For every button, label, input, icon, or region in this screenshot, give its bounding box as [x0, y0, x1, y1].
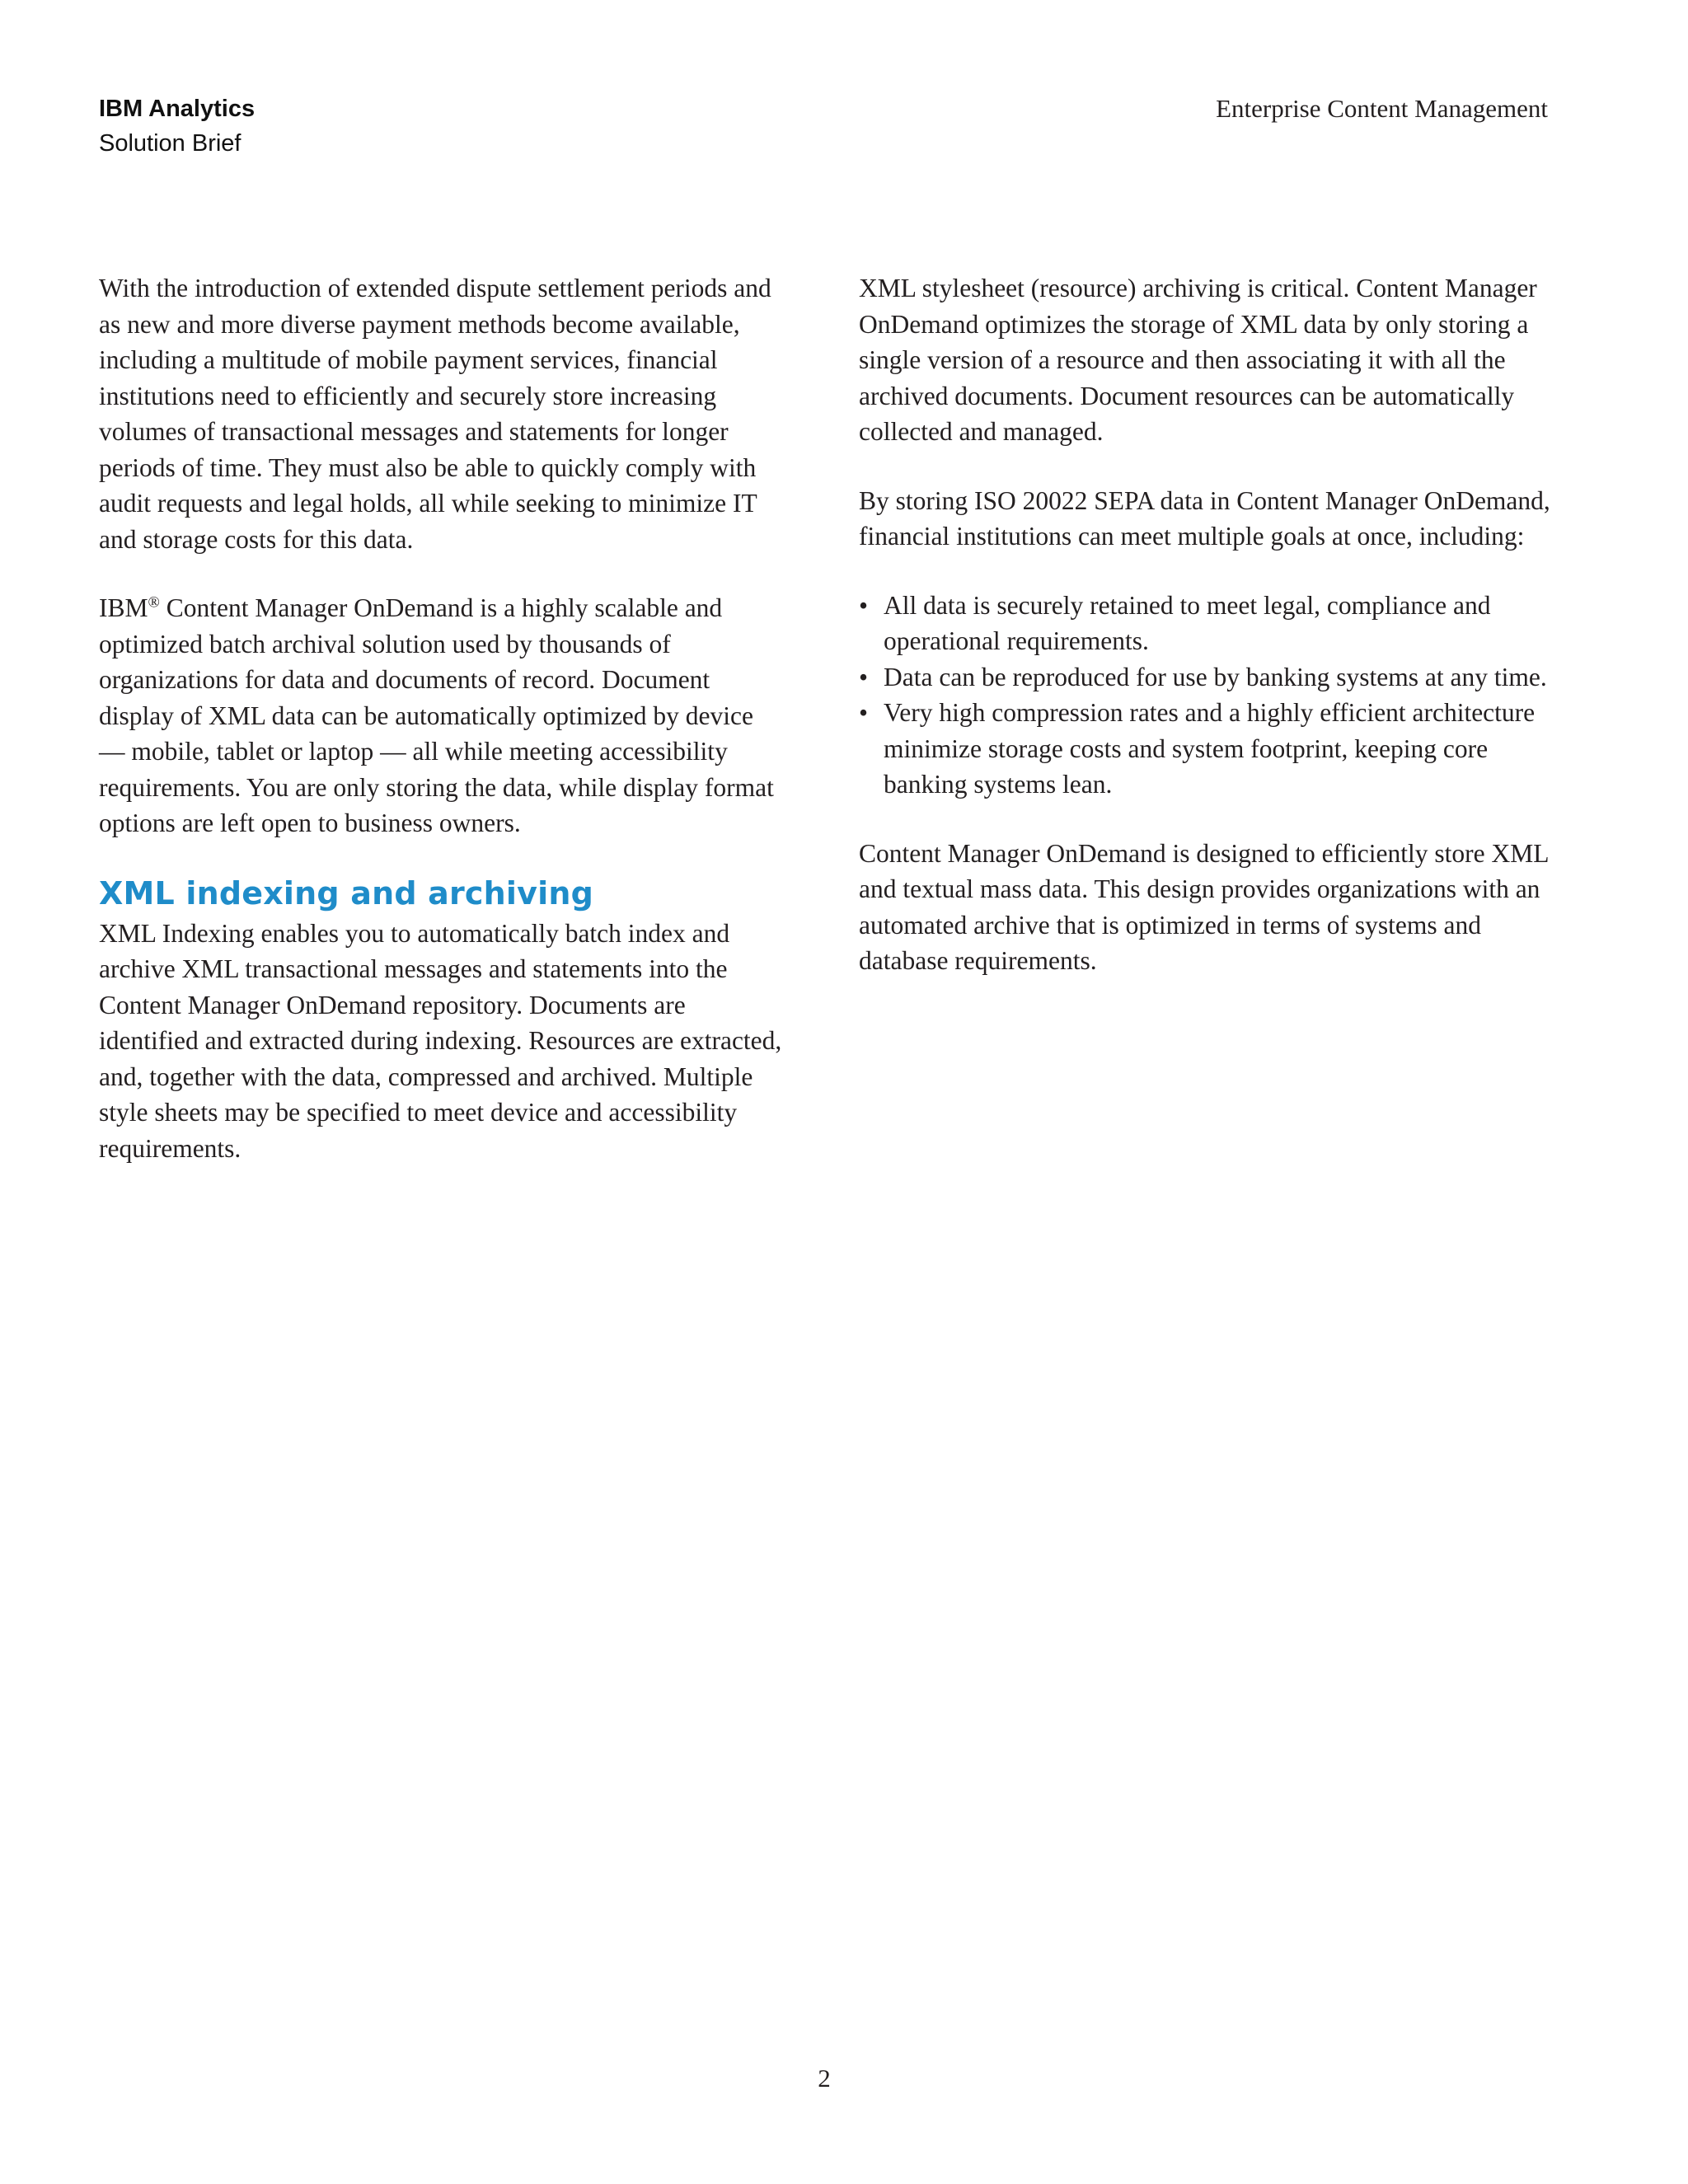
ondemand-paragraph-text: Content Manager OnDemand is a highly scalable and optimized batch archival solution used by thousands of organizations for data and documents of record. Document display of XML data can be automatically optimized by device — mobile, tablet or laptop — all while meeting accessibility requirements. You are only storing the data, while display format options are left open to business owners.	[99, 593, 774, 837]
list-item	[859, 695, 1551, 803]
right-column	[859, 270, 1551, 1012]
sepa-paragraph: By storing ISO 20022 SEPA data in Content Manager OnDemand, financial institutions can meet multiple goals at once, including:	[859, 485, 1550, 551]
list-item-text: All data is securely retained to meet legal, compliance and operational requirements.	[884, 590, 1491, 655]
bullet-icon: •	[859, 590, 869, 620]
left-column	[99, 270, 783, 1199]
header-brand: IBM Analytics	[99, 96, 256, 122]
design-paragraph: Content Manager OnDemand is designed to efficiently store XML and textual mass data. This design provides organizations with an automated archive that is optimized in terms of systems and database requirements.	[859, 838, 1549, 975]
page-number: 2	[818, 2064, 831, 2093]
stylesheet-paragraph: XML stylesheet (resource) archiving is critical. Content Manager OnDemand optimizes the storage of XML data by only storing a single version of a resource and then associating it with all the archived documents. Document resources can be automatically collected and managed.	[859, 274, 1537, 446]
header-section-title: Enterprise Content Management	[1216, 94, 1548, 123]
intro-paragraph: With the introduction of extended dispute settlement periods and as new and more diverse payment methods become available, including a multitude of mobile payment services, financial institutions need to efficiently and securely store increasing volumes of transactional messages and statements for longer periods of time. They must also be able to quickly comply with audit requests and legal holds, all while seeking to minimize IT and storage costs for this data.	[99, 274, 771, 554]
xml-indexing-paragraph: XML Indexing enables you to automatically batch index and archive XML transactional messages and statements into the Content Manager OnDemand repository. Documents are identified and extracted during indexing. Resources are extracted, and, together with the data, compressed and archived. Multiple style sheets may be specified to meet device and accessibility requirements.	[99, 918, 782, 1163]
list-item	[859, 588, 1551, 659]
registered-mark: ®	[148, 593, 160, 612]
list-item	[859, 659, 1551, 696]
goals-list	[859, 588, 1551, 803]
bullet-icon: •	[859, 698, 869, 727]
list-item-text: Data can be reproduced for use by banking systems at any time.	[884, 662, 1547, 691]
bullet-icon: •	[859, 662, 869, 691]
header-subtitle: Solution Brief	[99, 130, 241, 157]
section-heading: XML indexing and archiving	[99, 874, 593, 912]
ondemand-paragraph	[99, 590, 783, 841]
list-item-text: Very high compression rates and a highly efficient architecture minimize storage costs and system footprint, keeping core banking systems lean.	[884, 698, 1536, 799]
ibm-word: IBM	[99, 593, 148, 622]
